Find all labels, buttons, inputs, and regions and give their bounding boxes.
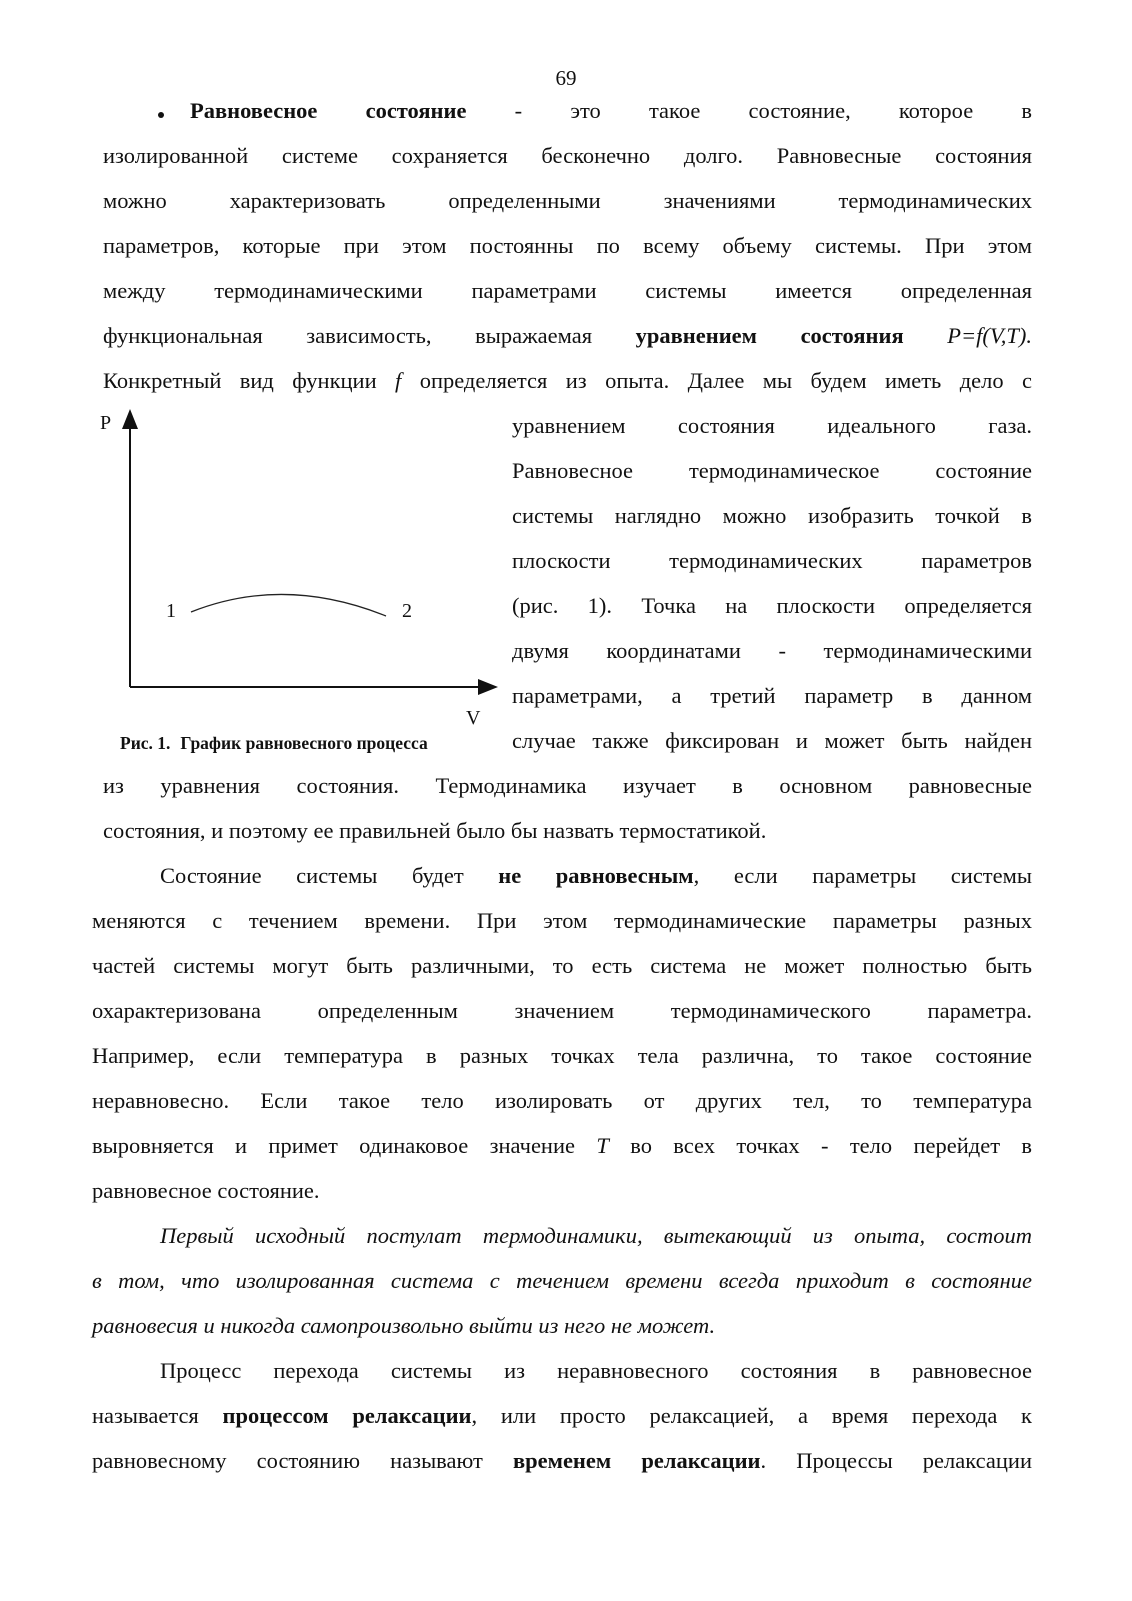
figure-pv-diagram [96,405,506,730]
formula-state: P=f(V,T). [947,323,1033,348]
para1-line17: состояния, и поэтому ее правильней было бы назвать термостатикой. [103,818,767,843]
para1-line6: функциональная зависимость, выражаемая уравнением состояния P=f(V,T). [103,323,1033,348]
para2-line3: частей системы могут быть различными, то есть система не может полностью быть [92,953,1032,978]
para1-line10: системы наглядно можно изобразить точкой в [512,503,1032,528]
para4-line1: Процесс перехода системы из неравновесного состояния в равновесное [160,1358,1032,1383]
term-non-equilibrium: не равновесным [498,863,694,888]
para1-line7: Конкретный вид функции f определяется из опыта. Далее мы будем иметь дело с [103,368,1032,393]
para1-line3: можно характеризовать определенными значениями термодинамических [103,188,1032,213]
para2-line8: равновесное состояние. [92,1178,320,1203]
point-2-label: 2 [402,600,412,622]
para2-line4: охарактеризована определенным значением термодинамического параметра. [92,998,1032,1023]
para1-line15: случае также фиксирован и может быть найден [512,728,1032,753]
term-equation-of-state: уравнением состояния [635,323,904,348]
para2-line2: меняются с течением времени. При этом термодинамические параметры разных [92,908,1032,933]
para1-line12: (рис. 1). Точка на плоскости определяется [512,593,1032,618]
term-relaxation-time: временем релаксации [512,1448,761,1473]
para1-line8: уравнением состояния идеального газа. [512,413,1032,438]
para1-line4: параметров, которые при этом постоянны по всему объему системы. При этом [103,233,1032,258]
para1-line13: двумя координатами - термодинамическими [512,638,1032,663]
axis-x-label: V [466,707,481,729]
para1-line14: параметрами, а третий параметр в данном [512,683,1032,708]
process-curve [191,594,386,616]
page-number: 69 [555,66,577,90]
para2-line7: выровняется и примет одинаковое значение T во всех точках - тело перейдет в [92,1133,1033,1158]
axis-y-label: P [100,412,112,434]
para1-line9: Равновесное термодинамическое состояние [512,458,1032,483]
para1-line16: из уравнения состояния. Термодинамика изучает в основном равновесные [103,773,1032,798]
term-relaxation-process: процессом релаксации [222,1403,472,1428]
para3-line1: Первый исходный постулат термодинамики, вытекающий из опыта, состоит [160,1223,1032,1248]
figure-caption: Рис. 1. График равновесного процесса [120,733,428,753]
para2-line1: Состояние системы будет не равновесным, если параметры системы [160,863,1032,888]
bullet-icon [158,112,164,118]
para1-line5: между термодинамическими параметрами системы имеется определенная [103,278,1032,303]
term-equilibrium-state: Равновесное состояние [190,98,467,123]
para1-line11: плоскости термодинамических параметров [512,548,1032,573]
point-1-label: 1 [166,600,176,622]
para1-line2: изолированной системе сохраняется бесконечно долго. Равновесные состояния [103,143,1032,168]
para4-line2: называется процессом релаксации, или просто релаксацией, а время перехода к [92,1403,1032,1428]
para4-line3: равновесному состоянию называют временем релаксации. Процессы релаксации [92,1448,1033,1473]
para3-line2: в том, что изолированная система с течением времени всегда приходит в состояние [92,1268,1032,1293]
para3-line3: равновесия и никогда самопроизвольно выйти из него не может. [92,1313,716,1338]
para1-line1: Равновесное состояние - это такое состояние, которое в [190,98,1032,123]
para2-line6: неравновесно. Если такое тело изолировать от других тел, то температура [92,1088,1032,1113]
para2-line5: Например, если температура в разных точках тела различна, то такое состояние [92,1043,1032,1068]
